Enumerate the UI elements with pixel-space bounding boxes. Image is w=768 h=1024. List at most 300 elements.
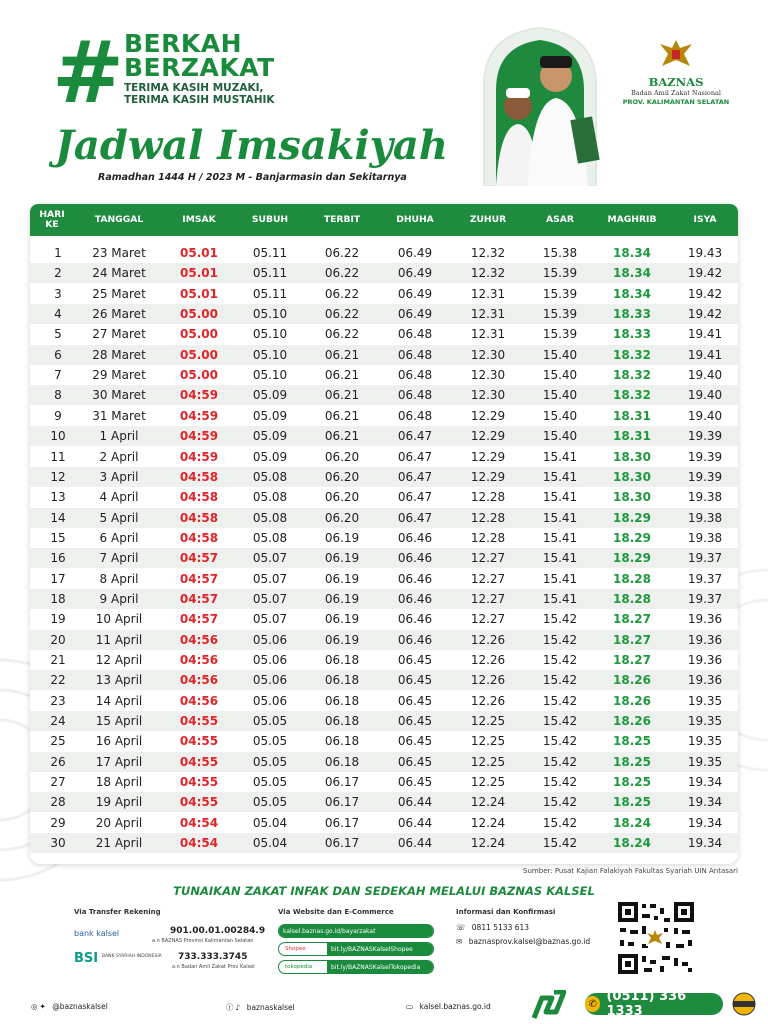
cell-day: 24 bbox=[50, 714, 66, 729]
header-subuh: SUBUH bbox=[251, 214, 289, 225]
cell-isya: 19.40 bbox=[687, 368, 723, 383]
cell-dhuha: 06.44 bbox=[397, 795, 433, 810]
cell-zuhur: 12.31 bbox=[470, 286, 506, 301]
cell-isya: 19.36 bbox=[687, 673, 723, 688]
cell-date: 7 April bbox=[99, 551, 139, 566]
cell-subuh: 05.09 bbox=[252, 429, 288, 444]
cell-subuh: 05.05 bbox=[252, 754, 288, 769]
web-title: Via Website dan E-Commerce bbox=[278, 908, 394, 916]
table-row bbox=[30, 508, 738, 528]
cell-maghrib: 18.25 bbox=[613, 775, 651, 790]
cell-date: 6 April bbox=[99, 530, 139, 545]
cell-isya: 19.43 bbox=[687, 246, 723, 260]
cell-dhuha: 06.47 bbox=[397, 429, 433, 444]
cell-maghrib: 18.32 bbox=[613, 368, 651, 383]
cell-imsak: 04:57 bbox=[179, 571, 219, 586]
bank1-owner: a.n BAZNAS Provinsi Kalimantan Selatan bbox=[152, 938, 254, 944]
social-instagram-twitter[interactable] bbox=[31, 1002, 108, 1011]
cell-date: 25 Maret bbox=[92, 286, 146, 301]
table-row bbox=[30, 670, 738, 690]
cell-isya: 19.41 bbox=[687, 327, 723, 342]
cell-isya: 19.34 bbox=[687, 775, 723, 790]
page-title: Jadwal Imsakiyah bbox=[55, 122, 448, 169]
cell-date: 23 Maret bbox=[92, 246, 146, 260]
cell-day: 26 bbox=[50, 754, 66, 769]
cell-date: 31 Maret bbox=[92, 408, 146, 423]
cell-imsak: 04:54 bbox=[179, 815, 219, 830]
cell-date: 5 April bbox=[99, 510, 139, 525]
cell-isya: 19.39 bbox=[687, 469, 723, 484]
cell-dhuha: 06.47 bbox=[397, 469, 433, 484]
cell-day: 10 bbox=[50, 429, 66, 444]
cell-terbit: 06.18 bbox=[324, 734, 360, 749]
table-row bbox=[30, 487, 738, 507]
cell-imsak: 05.00 bbox=[180, 347, 218, 362]
people-illustration bbox=[478, 26, 602, 186]
cell-terbit: 06.17 bbox=[324, 815, 360, 830]
table-row bbox=[30, 772, 738, 792]
cell-isya: 19.38 bbox=[687, 510, 723, 525]
cell-subuh: 05.04 bbox=[252, 836, 288, 851]
table-row bbox=[30, 528, 738, 548]
cell-zuhur: 12.31 bbox=[470, 327, 506, 342]
cell-day: 13 bbox=[50, 490, 66, 505]
cell-imsak: 05.00 bbox=[180, 327, 218, 342]
cell-zuhur: 12.29 bbox=[470, 449, 506, 464]
instagram-icon: ◎ bbox=[31, 1002, 38, 1011]
cell-imsak: 04:57 bbox=[179, 612, 219, 627]
cell-zuhur: 12.27 bbox=[470, 591, 506, 606]
table-row bbox=[30, 467, 738, 487]
cell-date: 10 April bbox=[95, 612, 143, 627]
cell-asar: 15.40 bbox=[542, 388, 578, 403]
cell-isya: 19.34 bbox=[687, 815, 723, 830]
cell-maghrib: 18.27 bbox=[613, 612, 651, 627]
table-row bbox=[30, 833, 738, 853]
cell-subuh: 05.08 bbox=[252, 469, 288, 484]
table-row bbox=[30, 589, 738, 609]
cell-dhuha: 06.45 bbox=[397, 673, 433, 688]
cell-date: 20 April bbox=[95, 815, 143, 830]
cell-subuh: 05.04 bbox=[252, 815, 288, 830]
cell-isya: 19.38 bbox=[687, 530, 723, 545]
cell-dhuha: 06.45 bbox=[397, 734, 433, 749]
cell-maghrib: 18.26 bbox=[613, 714, 651, 729]
cell-zuhur: 12.26 bbox=[470, 653, 506, 667]
cell-isya: 19.39 bbox=[687, 429, 723, 444]
cell-subuh: 05.08 bbox=[252, 490, 288, 505]
cell-dhuha: 06.49 bbox=[397, 246, 433, 260]
cell-imsak: 04:59 bbox=[179, 388, 219, 403]
laptop-icon: ▭ bbox=[406, 1002, 414, 1011]
header-terbit: TERBIT bbox=[323, 214, 361, 225]
cell-day: 15 bbox=[50, 530, 66, 545]
table-row bbox=[30, 345, 738, 365]
cell-terbit: 06.22 bbox=[324, 266, 360, 281]
cell-dhuha: 06.44 bbox=[397, 815, 433, 830]
cell-day: 9 bbox=[54, 408, 62, 423]
cell-maghrib: 18.25 bbox=[613, 734, 651, 749]
cell-subuh: 05.09 bbox=[252, 388, 288, 403]
cell-terbit: 06.19 bbox=[324, 612, 360, 627]
cell-day: 14 bbox=[50, 510, 66, 525]
cell-isya: 19.37 bbox=[687, 571, 723, 586]
call-center-button[interactable] bbox=[585, 989, 723, 1019]
cell-imsak: 04:56 bbox=[179, 653, 219, 667]
brand-mark-icon bbox=[532, 990, 566, 1020]
cell-day: 30 bbox=[50, 836, 66, 851]
cell-terbit: 06.20 bbox=[324, 469, 360, 484]
tagline-line2: TERIMA KASIH MUSTAHIK bbox=[124, 94, 275, 106]
cell-isya: 19.39 bbox=[687, 449, 723, 464]
cell-maghrib: 18.31 bbox=[613, 429, 651, 444]
web-link-bayarzakat[interactable] bbox=[278, 924, 434, 938]
cell-dhuha: 06.46 bbox=[397, 612, 433, 627]
page-subtitle: Ramadhan 1444 H / 2023 M - Banjarmasin dan Sekitarnya bbox=[98, 172, 407, 183]
cell-subuh: 05.11 bbox=[252, 266, 288, 281]
cell-terbit: 06.20 bbox=[324, 449, 360, 464]
table-row bbox=[30, 263, 738, 283]
cell-imsak: 04:57 bbox=[179, 551, 219, 566]
cell-terbit: 06.18 bbox=[324, 693, 360, 708]
whatsapp-icon: ☏ bbox=[456, 923, 466, 932]
cell-maghrib: 18.33 bbox=[613, 307, 651, 322]
cell-zuhur: 12.27 bbox=[470, 551, 506, 566]
table-row bbox=[30, 447, 738, 467]
cell-zuhur: 12.25 bbox=[470, 734, 506, 749]
tokopedia-link[interactable] bbox=[278, 960, 434, 974]
accreditation-badge-icon bbox=[730, 992, 758, 1016]
qr-code[interactable] bbox=[616, 900, 696, 976]
email-icon: ✉ bbox=[456, 937, 463, 946]
cell-dhuha: 06.46 bbox=[397, 571, 433, 586]
table-row bbox=[30, 630, 738, 650]
cell-date: 9 April bbox=[99, 591, 139, 606]
cell-terbit: 06.22 bbox=[324, 246, 360, 260]
cell-day: 7 bbox=[54, 368, 62, 383]
cell-terbit: 06.17 bbox=[324, 795, 360, 810]
cell-asar: 15.41 bbox=[542, 530, 578, 545]
table-row bbox=[30, 385, 738, 405]
bank2-owner: a.n Badan Amil Zakat Prov Kalsel bbox=[172, 964, 255, 970]
cell-isya: 19.42 bbox=[687, 307, 723, 322]
cell-terbit: 06.18 bbox=[324, 714, 360, 729]
cell-dhuha: 06.48 bbox=[397, 327, 433, 342]
cell-asar: 15.41 bbox=[542, 510, 578, 525]
cell-subuh: 05.07 bbox=[252, 551, 288, 566]
shopee-link[interactable] bbox=[278, 942, 434, 956]
cell-date: 2 April bbox=[99, 449, 139, 464]
cell-isya: 19.40 bbox=[687, 388, 723, 403]
cell-zuhur: 12.32 bbox=[470, 266, 506, 281]
cell-maghrib: 18.34 bbox=[613, 286, 651, 301]
cell-day: 12 bbox=[50, 469, 66, 484]
bank1-account: 901.00.01.00284.9 bbox=[170, 926, 266, 936]
cell-subuh: 05.08 bbox=[252, 530, 288, 545]
cell-imsak: 04:56 bbox=[179, 632, 219, 647]
cell-terbit: 06.20 bbox=[324, 490, 360, 505]
table-row bbox=[30, 792, 738, 812]
table-header bbox=[30, 204, 738, 236]
cell-subuh: 05.07 bbox=[252, 571, 288, 586]
cell-subuh: 05.10 bbox=[252, 307, 288, 322]
cell-zuhur: 12.25 bbox=[470, 714, 506, 729]
table-row bbox=[30, 548, 738, 568]
cell-terbit: 06.18 bbox=[324, 653, 360, 667]
cell-dhuha: 06.45 bbox=[397, 714, 433, 729]
cell-subuh: 05.08 bbox=[252, 510, 288, 525]
header-dhuha: DHUHA bbox=[396, 214, 434, 225]
cell-zuhur: 12.29 bbox=[470, 469, 506, 484]
cell-asar: 15.42 bbox=[542, 734, 578, 749]
cell-imsak: 04:59 bbox=[179, 449, 219, 464]
header-day: HARI KE bbox=[39, 209, 65, 230]
cell-maghrib: 18.31 bbox=[613, 408, 651, 423]
cell-isya: 19.35 bbox=[687, 734, 723, 749]
cell-dhuha: 06.45 bbox=[397, 653, 433, 667]
source-note: Sumber: Pusat Kajian Falakiyah Fakultas Syariah UIN Antasari bbox=[523, 867, 738, 875]
cell-date: 16 April bbox=[95, 734, 143, 749]
garuda-emblem-icon bbox=[656, 36, 696, 70]
cell-day: 8 bbox=[54, 388, 62, 403]
header-zuhur: ZUHUR bbox=[469, 214, 507, 225]
cell-date: 12 April bbox=[95, 653, 143, 667]
cell-day: 23 bbox=[50, 693, 66, 708]
cell-maghrib: 18.30 bbox=[613, 490, 651, 505]
cell-date: 8 April bbox=[99, 571, 139, 586]
table-row bbox=[30, 731, 738, 751]
cell-subuh: 05.09 bbox=[252, 449, 288, 464]
cell-imsak: 05.01 bbox=[180, 286, 218, 301]
cell-subuh: 05.10 bbox=[252, 347, 288, 362]
cell-isya: 19.35 bbox=[687, 714, 723, 729]
email-contact[interactable] bbox=[456, 937, 590, 946]
cell-maghrib: 18.30 bbox=[613, 469, 651, 484]
cell-date: 21 April bbox=[95, 836, 143, 851]
cell-dhuha: 06.48 bbox=[397, 347, 433, 362]
transfer-title: Via Transfer Rekening bbox=[74, 908, 161, 916]
cell-maghrib: 18.27 bbox=[613, 653, 651, 667]
cell-date: 13 April bbox=[95, 673, 143, 688]
cell-zuhur: 12.24 bbox=[470, 815, 506, 830]
cell-maghrib: 18.28 bbox=[613, 571, 651, 586]
cell-dhuha: 06.49 bbox=[397, 266, 433, 281]
cell-isya: 19.35 bbox=[687, 754, 723, 769]
cell-terbit: 06.18 bbox=[324, 673, 360, 688]
cell-asar: 15.39 bbox=[542, 286, 578, 301]
header-maghrib: MAGHRIB bbox=[607, 214, 657, 225]
cell-asar: 15.38 bbox=[542, 246, 578, 260]
table-row bbox=[30, 284, 738, 304]
cell-dhuha: 06.47 bbox=[397, 449, 433, 464]
cell-terbit: 06.19 bbox=[324, 571, 360, 586]
cell-dhuha: 06.46 bbox=[397, 551, 433, 566]
website-url: kalsel.baznas.go.id bbox=[419, 1002, 491, 1011]
cell-dhuha: 06.46 bbox=[397, 632, 433, 647]
cell-imsak: 04:59 bbox=[179, 408, 219, 423]
email-address: baznasprov.kalsel@baznas.go.id bbox=[468, 937, 591, 946]
cell-subuh: 05.06 bbox=[252, 673, 288, 688]
table-row bbox=[30, 243, 738, 263]
cell-terbit: 06.17 bbox=[324, 775, 360, 790]
cell-maghrib: 18.26 bbox=[613, 673, 651, 688]
cell-imsak: 04:55 bbox=[179, 714, 219, 729]
bsi-subtitle: BANK SYARIAH INDONESIA bbox=[102, 954, 162, 959]
cell-maghrib: 18.25 bbox=[613, 795, 651, 810]
cell-date: 24 Maret bbox=[92, 266, 146, 281]
cell-terbit: 06.22 bbox=[324, 286, 360, 301]
table-row bbox=[30, 304, 738, 324]
cell-asar: 15.41 bbox=[542, 449, 578, 464]
cell-dhuha: 06.45 bbox=[397, 693, 433, 708]
cell-dhuha: 06.47 bbox=[397, 490, 433, 505]
cell-dhuha: 06.48 bbox=[397, 408, 433, 423]
logo-name: BAZNAS bbox=[648, 75, 704, 89]
cell-imsak: 04:58 bbox=[179, 469, 219, 484]
cell-maghrib: 18.27 bbox=[613, 632, 651, 647]
twitter-icon: ✦ bbox=[39, 1002, 46, 1011]
header-asar: ASAR bbox=[546, 214, 574, 225]
cell-maghrib: 18.33 bbox=[613, 327, 651, 342]
cell-isya: 19.36 bbox=[687, 653, 723, 667]
cell-day: 5 bbox=[54, 327, 62, 342]
info-title: Informasi dan Konfirmasi bbox=[456, 908, 556, 916]
cell-maghrib: 18.24 bbox=[613, 836, 651, 851]
shopee-url: bit.ly/BAZNASKalselShopee bbox=[327, 943, 433, 955]
cell-date: 30 Maret bbox=[92, 388, 146, 403]
table-row bbox=[30, 813, 738, 833]
header-date: TANGGAL bbox=[94, 214, 144, 225]
cell-terbit: 06.19 bbox=[324, 591, 360, 606]
cell-asar: 15.42 bbox=[542, 612, 578, 627]
cell-maghrib: 18.28 bbox=[613, 591, 651, 606]
cell-zuhur: 12.26 bbox=[470, 632, 506, 647]
cell-terbit: 06.21 bbox=[324, 429, 360, 444]
cell-maghrib: 18.34 bbox=[613, 246, 651, 260]
social-facebook-tiktok[interactable] bbox=[226, 1002, 295, 1013]
table-row bbox=[30, 569, 738, 589]
cell-subuh: 05.09 bbox=[252, 408, 288, 423]
logo-province: PROV. KALIMANTAN SELATAN bbox=[622, 98, 730, 106]
cell-imsak: 04:58 bbox=[179, 530, 219, 545]
cell-zuhur: 12.26 bbox=[470, 673, 506, 688]
cell-imsak: 05.00 bbox=[180, 307, 218, 322]
cell-isya: 19.38 bbox=[687, 490, 723, 505]
cell-asar: 15.42 bbox=[542, 795, 578, 810]
cell-subuh: 05.07 bbox=[252, 612, 288, 627]
cell-asar: 15.40 bbox=[542, 347, 578, 362]
cell-subuh: 05.10 bbox=[252, 368, 288, 383]
cell-dhuha: 06.45 bbox=[397, 754, 433, 769]
cell-isya: 19.42 bbox=[687, 266, 723, 281]
cell-asar: 15.39 bbox=[542, 307, 578, 322]
cell-dhuha: 06.46 bbox=[397, 530, 433, 545]
table-row bbox=[30, 691, 738, 711]
cell-subuh: 05.10 bbox=[252, 327, 288, 342]
berkah-title-line1: BERKAH bbox=[124, 29, 243, 58]
tiktok-icon: ♪ bbox=[235, 1003, 241, 1012]
cell-asar: 15.41 bbox=[542, 551, 578, 566]
cell-imsak: 04:56 bbox=[179, 693, 219, 708]
cell-date: 3 April bbox=[99, 469, 139, 484]
cell-date: 28 Maret bbox=[92, 347, 146, 362]
cell-subuh: 05.05 bbox=[252, 775, 288, 790]
cell-maghrib: 18.29 bbox=[613, 510, 651, 525]
cell-day: 27 bbox=[50, 775, 66, 790]
cell-zuhur: 12.32 bbox=[470, 246, 506, 260]
bsi-logo: BSI bbox=[74, 951, 99, 966]
shopee-label: Shopee bbox=[285, 946, 306, 952]
cell-day: 16 bbox=[50, 551, 66, 566]
table-row bbox=[30, 609, 738, 629]
cell-imsak: 04:55 bbox=[179, 734, 219, 749]
cell-day: 6 bbox=[54, 347, 62, 362]
cell-zuhur: 12.24 bbox=[470, 836, 506, 851]
cell-terbit: 06.18 bbox=[324, 754, 360, 769]
header-imsak: IMSAK bbox=[182, 214, 216, 225]
phone-icon: ✆ bbox=[585, 996, 600, 1012]
social-handle-1: @baznaskalsel bbox=[52, 1002, 108, 1011]
cell-day: 1 bbox=[54, 246, 62, 260]
cell-dhuha: 06.48 bbox=[397, 388, 433, 403]
whatsapp-contact[interactable] bbox=[456, 923, 529, 932]
cell-isya: 19.35 bbox=[687, 693, 723, 708]
cell-day: 28 bbox=[50, 795, 66, 810]
cell-maghrib: 18.32 bbox=[613, 388, 651, 403]
cell-zuhur: 12.30 bbox=[470, 347, 506, 362]
cell-terbit: 06.19 bbox=[324, 632, 360, 647]
cell-asar: 15.41 bbox=[542, 591, 578, 606]
cell-imsak: 04:55 bbox=[179, 795, 219, 810]
cell-terbit: 06.21 bbox=[324, 408, 360, 423]
cell-day: 25 bbox=[50, 734, 66, 749]
cell-imsak: 04:59 bbox=[179, 429, 219, 444]
cell-imsak: 04:56 bbox=[179, 673, 219, 688]
cell-isya: 19.34 bbox=[687, 795, 723, 810]
cell-imsak: 04:58 bbox=[179, 490, 219, 505]
cell-asar: 15.41 bbox=[542, 469, 578, 484]
cell-terbit: 06.20 bbox=[324, 510, 360, 525]
cell-zuhur: 12.28 bbox=[470, 510, 506, 525]
berkah-title-line2: BERZAKAT bbox=[124, 53, 275, 82]
cell-maghrib: 18.29 bbox=[613, 530, 651, 545]
website-link[interactable] bbox=[406, 1002, 491, 1011]
cell-imsak: 05.01 bbox=[180, 246, 218, 260]
cell-zuhur: 12.25 bbox=[470, 754, 506, 769]
cell-imsak: 04:57 bbox=[179, 591, 219, 606]
cell-zuhur: 12.26 bbox=[470, 693, 506, 708]
cell-zuhur: 12.31 bbox=[470, 307, 506, 322]
cell-zuhur: 12.24 bbox=[470, 795, 506, 810]
cell-maghrib: 18.25 bbox=[613, 754, 651, 769]
bank2-account: 733.333.3745 bbox=[178, 952, 248, 962]
cell-asar: 15.41 bbox=[542, 490, 578, 505]
cell-date: 15 April bbox=[95, 714, 143, 729]
logo-subtitle: Badan Amil Zakat Nasional bbox=[631, 89, 721, 97]
table-row bbox=[30, 711, 738, 731]
cell-zuhur: 12.27 bbox=[470, 571, 506, 586]
cell-terbit: 06.22 bbox=[324, 327, 360, 342]
cell-subuh: 05.07 bbox=[252, 591, 288, 606]
cell-dhuha: 06.45 bbox=[397, 775, 433, 790]
cell-subuh: 05.11 bbox=[252, 286, 288, 301]
cell-imsak: 05.01 bbox=[180, 266, 218, 281]
web-link-url: kalsel.baznas.go.id/bayarzakat bbox=[279, 925, 433, 937]
cell-subuh: 05.05 bbox=[252, 795, 288, 810]
cell-asar: 15.42 bbox=[542, 714, 578, 729]
cell-subuh: 05.05 bbox=[252, 714, 288, 729]
call-to-action: TUNAIKAN ZAKAT INFAK DAN SEDEKAH MELALUI BAZNAS KALSEL bbox=[173, 884, 595, 898]
